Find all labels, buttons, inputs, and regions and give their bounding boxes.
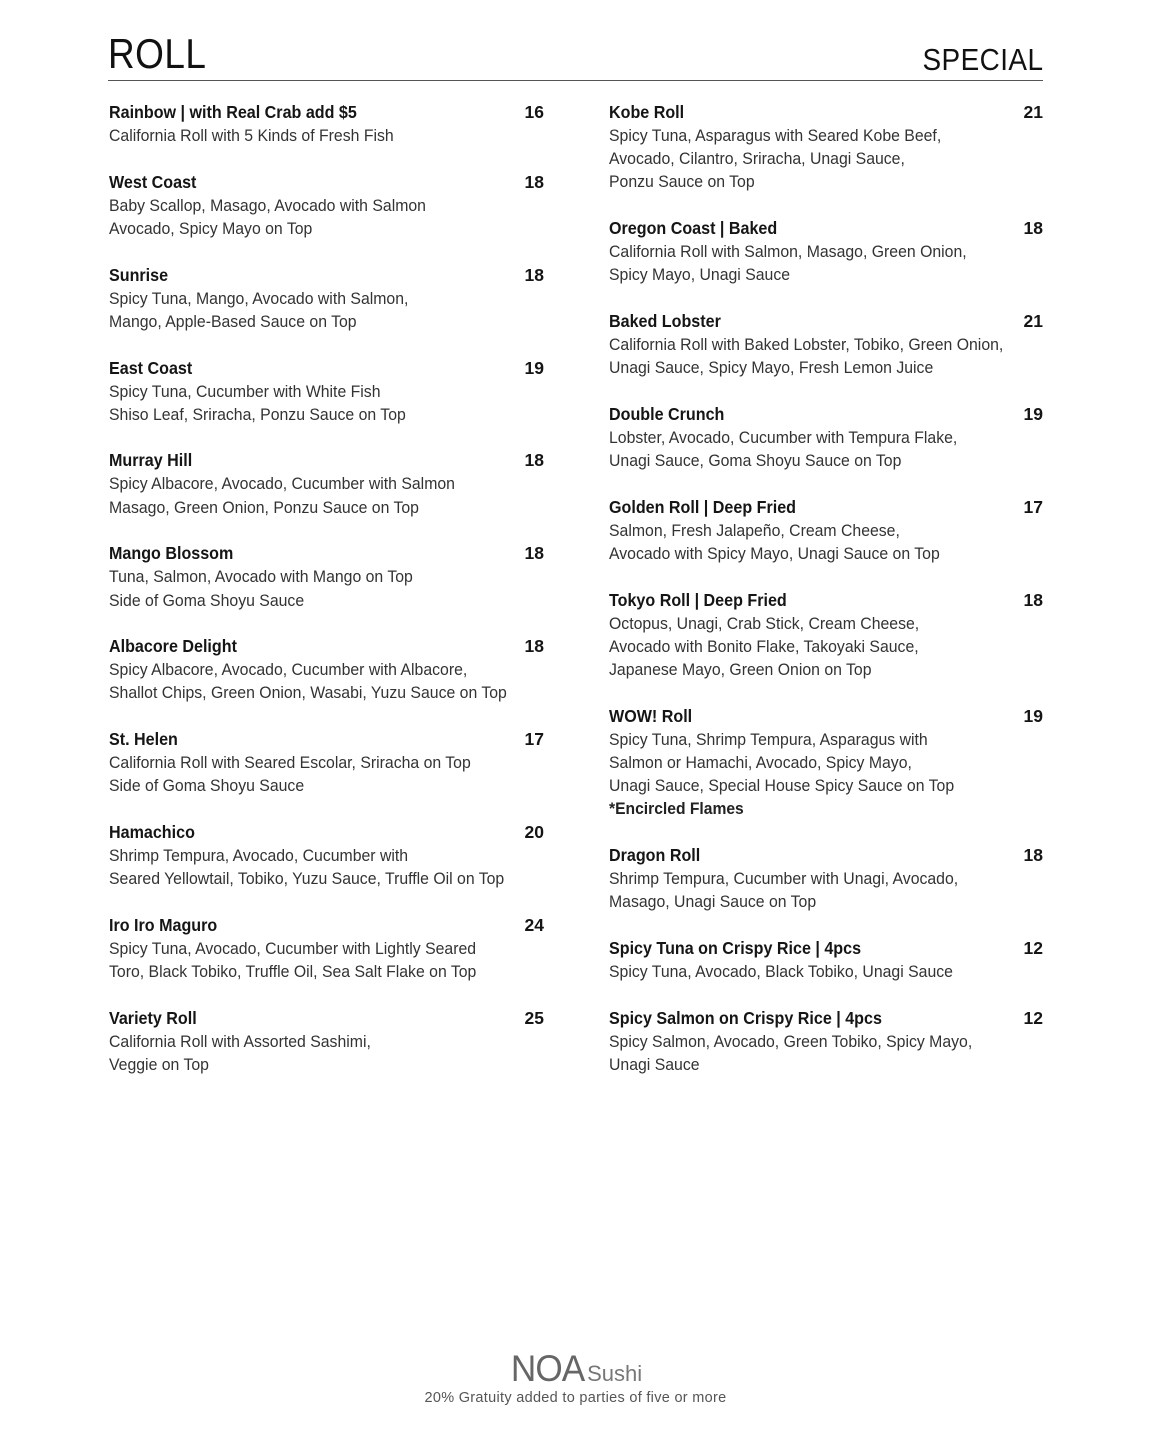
- description-line: Spicy Tuna, Shrimp Tempura, Asparagus with: [609, 729, 928, 749]
- description-line: California Roll with Salmon, Masago, Green Onion,: [609, 242, 967, 262]
- menu-item: [609, 403, 1043, 472]
- menu-item-description: [609, 1030, 1013, 1076]
- description-line: Side of Goma Shoyu Sauce: [109, 590, 305, 610]
- description-line: Avocado with Spicy Mayo, Unagi Sauce on Top: [609, 544, 940, 564]
- menu-item-name: Rainbow | with Real Crab add $5: [109, 102, 357, 122]
- menu-item-note: *Encircled Flames: [609, 799, 744, 819]
- description-line: Shallot Chips, Green Onion, Wasabi, Yuzu Sauce on Top: [109, 683, 507, 703]
- menu-item: [609, 217, 1043, 286]
- description-line: Toro, Black Tobiko, Truffle Oil, Sea Salt Flake on Top: [109, 962, 477, 982]
- description-line: Unagi Sauce, Special House Spicy Sauce on Top: [609, 776, 955, 796]
- menu-item: [109, 821, 544, 890]
- menu-item: [109, 357, 544, 426]
- menu-item-name: Spicy Salmon on Crispy Rice | 4pcs: [609, 1007, 882, 1028]
- description-line: Avocado with Bonito Flake, Takoyaki Sauce,: [609, 636, 919, 656]
- menu-item: [609, 496, 1043, 565]
- menu-header: [108, 30, 1043, 81]
- menu-item-description: [609, 426, 1013, 472]
- description-line: Baby Scallop, Masago, Avocado with Salmon: [109, 195, 426, 215]
- menu-item-header: [609, 496, 1043, 519]
- menu-item-description: [109, 565, 514, 611]
- menu-item-header: [609, 310, 1043, 333]
- menu-item: [109, 1007, 544, 1076]
- menu-item-header: [109, 101, 544, 124]
- menu-item: [609, 310, 1043, 379]
- menu-item-price: 12: [1023, 1007, 1043, 1028]
- description-line: Spicy Tuna, Avocado, Black Tobiko, Unagi Sauce: [609, 962, 953, 982]
- menu-item-price: 12: [1023, 938, 1043, 959]
- special-column: [609, 101, 1043, 1076]
- menu-item-name: Spicy Tuna on Crispy Rice | 4pcs: [609, 938, 862, 959]
- menu-item-price: 21: [1023, 102, 1043, 122]
- menu-item-description: [109, 844, 514, 890]
- menu-item-description: [609, 333, 1013, 379]
- menu-item: [109, 635, 544, 704]
- logo-sub-text: Sushi: [587, 1361, 643, 1386]
- menu-item-price: 25: [524, 1007, 544, 1028]
- menu-item-name: Tokyo Roll | Deep Fried: [609, 589, 787, 610]
- description-line: California Roll with Baked Lobster, Tobiko, Green Onion,: [609, 335, 1004, 355]
- description-line: Masago, Green Onion, Ponzu Sauce on Top: [109, 497, 419, 517]
- description-line: Shrimp Tempura, Avocado, Cucumber with: [109, 846, 409, 866]
- menu-item-header: [609, 705, 1043, 728]
- menu-item: [609, 101, 1043, 194]
- menu-item-price: 18: [1023, 218, 1043, 239]
- menu-item-header: [109, 728, 544, 751]
- menu-item-header: [109, 171, 544, 194]
- section-title-special: SPECIAL: [921, 42, 1043, 77]
- menu-item-name: Hamachico: [109, 822, 195, 843]
- description-line: Unagi Sauce, Spicy Mayo, Fresh Lemon Juice: [609, 358, 934, 378]
- menu-item-description: [609, 867, 1013, 913]
- description-line: Spicy Albacore, Avocado, Cucumber with Salmon: [109, 474, 455, 494]
- description-line: Seared Yellowtail, Tobiko, Yuzu Sauce, Truffle Oil on Top: [109, 869, 505, 889]
- description-line: Avocado, Cilantro, Sriracha, Unagi Sauce,: [609, 149, 905, 169]
- description-line: Spicy Tuna, Mango, Avocado with Salmon,: [109, 288, 409, 308]
- menu-item-name: Murray Hill: [109, 450, 193, 471]
- menu-item-name: Sunrise: [109, 264, 169, 285]
- menu-item-description: [609, 519, 1013, 565]
- menu-item-price: 18: [524, 636, 544, 657]
- description-line: California Roll with 5 Kinds of Fresh Fish: [109, 126, 394, 145]
- description-line: Shrimp Tempura, Cucumber with Unagi, Avocado,: [609, 869, 959, 889]
- menu-item-description: [109, 1030, 514, 1076]
- menu-item-description: [109, 658, 514, 704]
- menu-item: [109, 449, 544, 518]
- menu-item: [109, 728, 544, 797]
- description-line: Avocado, Spicy Mayo on Top: [109, 218, 313, 238]
- menu-item-header: [609, 937, 1043, 960]
- menu-item-name: Dragon Roll: [609, 845, 701, 866]
- menu-item-description: [109, 472, 514, 518]
- menu-item-description: [609, 728, 1013, 798]
- description-line: California Roll with Seared Escolar, Sriracha on Top: [109, 753, 471, 773]
- menu-item-name: Baked Lobster: [609, 311, 721, 332]
- menu-item-description: [609, 124, 1013, 194]
- description-line: Spicy Tuna, Asparagus with Seared Kobe Beef,: [609, 126, 942, 145]
- menu-item-price: 19: [1023, 403, 1043, 424]
- menu-item: [609, 1007, 1043, 1076]
- menu-item: [609, 589, 1043, 682]
- menu-item-price: 18: [1023, 845, 1043, 866]
- menu-item: [609, 937, 1043, 983]
- menu-item-header: [109, 914, 544, 937]
- menu-item-name: East Coast: [109, 357, 193, 378]
- description-line: Side of Goma Shoyu Sauce: [109, 776, 305, 796]
- menu-item-header: [109, 1007, 544, 1030]
- menu-item-price: 17: [1023, 496, 1043, 517]
- description-line: Ponzu Sauce on Top: [609, 172, 755, 192]
- description-line: Spicy Albacore, Avocado, Cucumber with Albacore,: [109, 660, 468, 680]
- description-line: California Roll with Assorted Sashimi,: [109, 1031, 371, 1051]
- menu-item-name: St. Helen: [109, 729, 178, 750]
- menu-item-header: [109, 542, 544, 565]
- menu-item-description: [109, 751, 514, 797]
- menu-item-price: 19: [1023, 705, 1043, 726]
- menu-item-description: [609, 612, 1013, 682]
- description-line: Veggie on Top: [109, 1055, 209, 1075]
- description-line: Spicy Tuna, Avocado, Cucumber with Lightly Seared: [109, 938, 477, 958]
- menu-item-header: [109, 821, 544, 844]
- description-line: Masago, Unagi Sauce on Top: [609, 892, 817, 912]
- menu-item-price: 18: [524, 264, 544, 285]
- menu-item: [109, 264, 544, 333]
- menu-item-price: 17: [524, 729, 544, 750]
- description-line: Lobster, Avocado, Cucumber with Tempura Flake,: [609, 427, 958, 447]
- menu-item-name: Double Crunch: [609, 403, 725, 424]
- description-line: Spicy Salmon, Avocado, Green Tobiko, Spicy Mayo,: [609, 1031, 973, 1051]
- menu-item-name: WOW! Roll: [609, 705, 693, 726]
- menu-item: [109, 171, 544, 240]
- noa-sushi-logo: [509, 1348, 642, 1388]
- menu-item-description: [609, 240, 1013, 286]
- menu-item-description: [109, 380, 514, 426]
- menu-item: [609, 844, 1043, 913]
- menu-item-price: 18: [524, 171, 544, 192]
- menu-item: [109, 914, 544, 983]
- menu-item-description: [109, 287, 514, 333]
- menu-item-name: Golden Roll | Deep Fried: [609, 496, 796, 517]
- description-line: Unagi Sauce, Goma Shoyu Sauce on Top: [609, 451, 902, 471]
- menu-item-name: Variety Roll: [109, 1007, 197, 1028]
- description-line: Tuna, Salmon, Avocado with Mango on Top: [109, 567, 413, 587]
- menu-item-price: 18: [524, 450, 544, 471]
- description-line: Octopus, Unagi, Crab Stick, Cream Cheese,: [609, 613, 920, 633]
- menu-item-price: 20: [524, 822, 544, 843]
- menu-item-name: Kobe Roll: [609, 102, 685, 122]
- menu-item-header: [609, 589, 1043, 612]
- menu-item-description: [609, 960, 1013, 983]
- description-line: Spicy Mayo, Unagi Sauce: [609, 265, 791, 285]
- description-line: Spicy Tuna, Cucumber with White Fish: [109, 381, 381, 401]
- description-line: Unagi Sauce: [609, 1054, 700, 1074]
- menu-item-header: [609, 1007, 1043, 1030]
- menu-item-name: Albacore Delight: [109, 636, 237, 657]
- menu-item-header: [109, 264, 544, 287]
- menu-item: [609, 705, 1043, 821]
- menu-item-price: 18: [524, 543, 544, 564]
- roll-column: [109, 101, 544, 1076]
- menu-item-price: 19: [524, 357, 544, 378]
- menu-item-price: 16: [524, 102, 544, 122]
- menu-item-name: Oregon Coast | Baked: [609, 218, 778, 239]
- menu-item: [109, 542, 544, 611]
- footer: [0, 1348, 1151, 1406]
- menu-item-header: [109, 449, 544, 472]
- menu-item-header: [609, 217, 1043, 240]
- menu-item-description: [109, 194, 514, 240]
- menu-item-name: West Coast: [109, 171, 197, 192]
- menu-item-header: [609, 101, 1043, 124]
- menu-item-header: [109, 357, 544, 380]
- menu-item-header: [109, 635, 544, 658]
- menu-item-name: Mango Blossom: [109, 543, 234, 564]
- description-line: Mango, Apple-Based Sauce on Top: [109, 311, 357, 331]
- description-line: Japanese Mayo, Green Onion on Top: [609, 660, 872, 680]
- menu-item: [109, 101, 544, 147]
- description-line: Salmon, Fresh Jalapeño, Cream Cheese,: [609, 520, 900, 540]
- gratuity-note: 20% Gratuity added to parties of five or more: [424, 1390, 727, 1406]
- menu-item-price: 18: [1023, 589, 1043, 610]
- logo-main-text: NOA: [510, 1348, 585, 1389]
- menu-item-header: [609, 844, 1043, 867]
- description-line: Shiso Leaf, Sriracha, Ponzu Sauce on Top: [109, 404, 406, 424]
- menu-item-price: 24: [524, 914, 544, 935]
- description-line: Salmon or Hamachi, Avocado, Spicy Mayo,: [609, 753, 912, 773]
- section-title-roll: ROLL: [108, 30, 207, 77]
- menu-item-price: 21: [1023, 311, 1043, 332]
- menu-item-name: Iro Iro Maguro: [109, 914, 218, 935]
- menu-item-header: [609, 403, 1043, 426]
- menu-item-description: [109, 124, 514, 147]
- menu-item-description: [109, 937, 514, 983]
